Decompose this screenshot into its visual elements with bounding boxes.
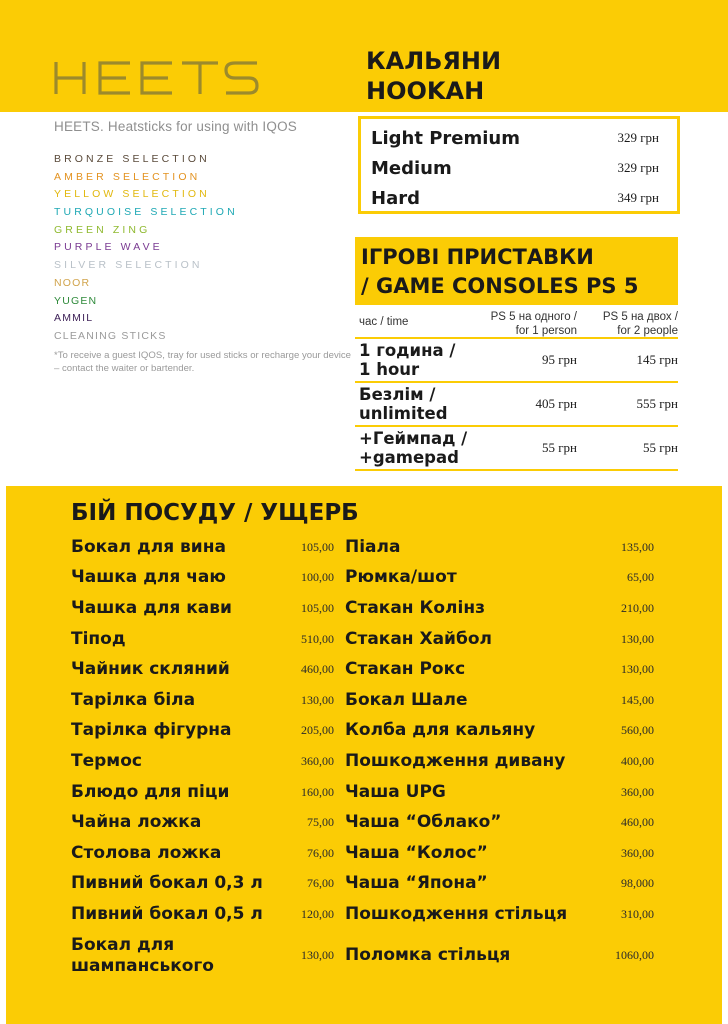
consoles-table-header — [355, 307, 678, 339]
damage-item — [71, 593, 334, 624]
flavor-item: TURQUOISE SELECTION — [54, 206, 238, 219]
one-person-header-line1: PS 5 на одного / — [490, 311, 577, 323]
damage-item-price: 360,00 — [301, 753, 334, 768]
hookah-title-en: HOOKAH — [366, 77, 485, 105]
console-option-name — [355, 341, 490, 379]
damage-item-price: 100,00 — [301, 570, 334, 585]
damage-item-name: Рюмка/шот — [345, 567, 457, 588]
hookah-price: 329 грн — [617, 130, 659, 145]
two-people-header-line1: PS 5 на двох / — [602, 311, 678, 323]
damage-item-name: Чаша UPG — [345, 781, 446, 802]
damage-item — [71, 532, 334, 563]
damage-item-name: Чашка для кави — [71, 597, 232, 618]
console-option-en: +gamepad — [359, 448, 459, 467]
console-row — [355, 427, 678, 471]
hookah-name: Light Premium — [371, 127, 520, 149]
damage-item — [71, 777, 334, 808]
damage-item-price: 460,00 — [301, 662, 334, 677]
damage-item-name: Стакан Хайбол — [345, 628, 492, 649]
damage-item-name: Пошкодження стільця — [345, 903, 568, 924]
damage-item-price: 65,00 — [627, 570, 654, 585]
damage-item-name: Чаша “Япона” — [345, 873, 488, 894]
damage-item — [71, 746, 334, 777]
damage-item-price: 130,00 — [301, 692, 334, 707]
flavor-item: CLEANING STICKS — [54, 329, 167, 342]
damage-item-price: 76,00 — [307, 876, 334, 891]
hookah-row — [371, 153, 659, 183]
damage-item — [345, 563, 654, 594]
damage-item — [345, 654, 654, 685]
console-price-one: 405 грн — [535, 396, 577, 411]
iqos-note: *To receive a guest IQOS, tray for used sticks or recharge your device – contact the waiter or bartender. — [54, 350, 352, 374]
damage-item — [345, 716, 654, 747]
heets-flavor-list — [54, 151, 238, 346]
damage-item — [345, 838, 654, 869]
damage-item-price: 130,00 — [621, 631, 654, 646]
flavor-item: GREEN ZING — [54, 223, 151, 236]
damage-item — [71, 624, 334, 655]
damage-item-name: Блюдо для піци — [71, 781, 230, 802]
damage-item-name: Чайна ложка — [71, 812, 202, 833]
damage-item-price: 98,000 — [621, 876, 654, 891]
two-people-column-header — [577, 307, 678, 337]
damage-item-price: 560,00 — [621, 723, 654, 738]
damage-item — [345, 807, 654, 838]
damage-item — [71, 563, 334, 594]
damage-item-price: 360,00 — [621, 784, 654, 799]
flavor-item: AMBER SELECTION — [54, 170, 201, 183]
damage-item-price: 210,00 — [621, 600, 654, 615]
damage-item-name: Стакан Рокс — [345, 659, 466, 680]
console-option-ua: Безлім / — [359, 385, 436, 404]
damage-item — [71, 899, 334, 930]
console-row — [355, 339, 678, 383]
damage-item — [345, 746, 654, 777]
hookah-price-box — [358, 116, 680, 214]
hookah-title — [366, 46, 501, 106]
damage-item — [71, 685, 334, 716]
damage-item — [71, 869, 334, 900]
flavor-item: YUGEN — [54, 294, 98, 307]
damage-item — [71, 654, 334, 685]
damage-item-price: 310,00 — [621, 906, 654, 921]
heets-logo — [54, 58, 260, 98]
console-row — [355, 383, 678, 427]
flavor-item: SILVER SELECTION — [54, 259, 203, 272]
damage-item-price: 205,00 — [301, 723, 334, 738]
flavor-item: BRONZE SELECTION — [54, 153, 210, 165]
console-option-name — [355, 429, 490, 467]
damage-item-name: Столова ложка — [71, 842, 222, 863]
damage-item-name: Бокал для вина — [71, 536, 226, 557]
console-option-name — [355, 385, 490, 423]
damage-item-price: 400,00 — [621, 753, 654, 768]
hookah-name: Hard — [371, 187, 420, 209]
damage-item-price: 105,00 — [301, 539, 334, 554]
damage-item — [345, 777, 654, 808]
heets-tagline: HEETS. Heatsticks for using with IQOS — [54, 119, 297, 134]
damage-item-name: Тарілка фігурна — [71, 720, 232, 741]
damage-item-name: Бокал для шампанського — [71, 934, 214, 976]
console-price-two: 145 грн — [636, 352, 678, 367]
damage-item — [345, 869, 654, 900]
damage-item-name: Тарілка біла — [71, 689, 196, 710]
time-column-header: час / time — [359, 316, 409, 328]
damage-item-name: Пошкодження дивану — [345, 750, 566, 771]
damage-item-name: Стакан Колінз — [345, 597, 485, 618]
damage-item — [71, 716, 334, 747]
damage-item-name: Пивний бокал 0,3 л — [71, 873, 263, 894]
damage-item-name: Чаша “Облако” — [345, 812, 502, 833]
damage-item-price: 75,00 — [307, 815, 334, 830]
damage-item-name: Поломка стільця — [345, 945, 511, 966]
one-person-column-header — [460, 307, 577, 337]
consoles-title-en: / GAME CONSOLES PS 5 — [361, 274, 639, 298]
console-price-two: 55 грн — [642, 440, 678, 455]
damage-title: БІЙ ПОСУДУ / УЩЕРБ — [71, 500, 359, 526]
damage-item-name: Тіпод — [71, 628, 126, 649]
hookah-price: 349 грн — [617, 190, 659, 205]
console-option-en: 1 hour — [359, 360, 420, 379]
damage-item-price: 360,00 — [621, 845, 654, 860]
flavor-item: PURPLE WAVE — [54, 241, 163, 254]
consoles-title — [361, 243, 638, 301]
consoles-table — [355, 307, 678, 471]
damage-item-name: Чаша “Колос” — [345, 842, 488, 863]
damage-item-name: Термос — [71, 750, 142, 771]
damage-item-name: Пивний бокал 0,5 л — [71, 903, 263, 924]
damage-item-price: 105,00 — [301, 600, 334, 615]
damage-item-price: 130,00 — [621, 662, 654, 677]
damage-item-price: 145,00 — [621, 692, 654, 707]
hookah-name: Medium — [371, 157, 452, 179]
console-price-two: 555 грн — [636, 396, 678, 411]
damage-item — [345, 930, 654, 982]
flavor-item: NOOR — [54, 276, 91, 289]
damage-list-right — [345, 532, 654, 982]
flavor-item: AMMIL — [54, 312, 94, 325]
hookah-title-ua: КАЛЬЯНИ — [366, 47, 502, 75]
flavor-item: YELLOW SELECTION — [54, 188, 210, 201]
damage-item-name: Піала — [345, 536, 401, 557]
damage-item — [71, 838, 334, 869]
damage-item — [345, 593, 654, 624]
damage-item-price: 135,00 — [621, 539, 654, 554]
hookah-row — [371, 123, 659, 153]
damage-item — [71, 930, 334, 982]
console-price-one: 95 грн — [541, 352, 577, 367]
damage-item-price: 130,00 — [301, 948, 334, 963]
hookah-price: 329 грн — [617, 160, 659, 175]
damage-item-name: Бокал Шале — [345, 689, 468, 710]
console-option-en: unlimited — [359, 404, 448, 423]
damage-item-name: Колба для кальяну — [345, 720, 536, 741]
damage-item-name: Чайник скляний — [71, 659, 230, 680]
console-option-ua: 1 година / — [359, 341, 456, 360]
damage-item — [345, 899, 654, 930]
damage-item — [345, 624, 654, 655]
damage-item-name: Чашка для чаю — [71, 567, 226, 588]
consoles-title-ua: ІГРОВІ ПРИСТАВКИ — [361, 245, 594, 269]
damage-item-price: 120,00 — [301, 906, 334, 921]
damage-item-price: 160,00 — [301, 784, 334, 799]
damage-item-price: 1060,00 — [615, 948, 654, 963]
damage-item-price: 460,00 — [621, 815, 654, 830]
damage-item-price: 76,00 — [307, 845, 334, 860]
console-option-ua: +Геймпад / — [359, 429, 468, 448]
damage-item — [345, 685, 654, 716]
damage-item-price: 510,00 — [301, 631, 334, 646]
two-people-header-line2: for 2 people — [617, 325, 678, 337]
damage-item — [71, 807, 334, 838]
damage-item — [345, 532, 654, 563]
damage-list-left — [71, 532, 334, 982]
console-price-one: 55 грн — [541, 440, 577, 455]
one-person-header-line2: for 1 person — [515, 325, 577, 337]
hookah-row — [371, 183, 659, 213]
